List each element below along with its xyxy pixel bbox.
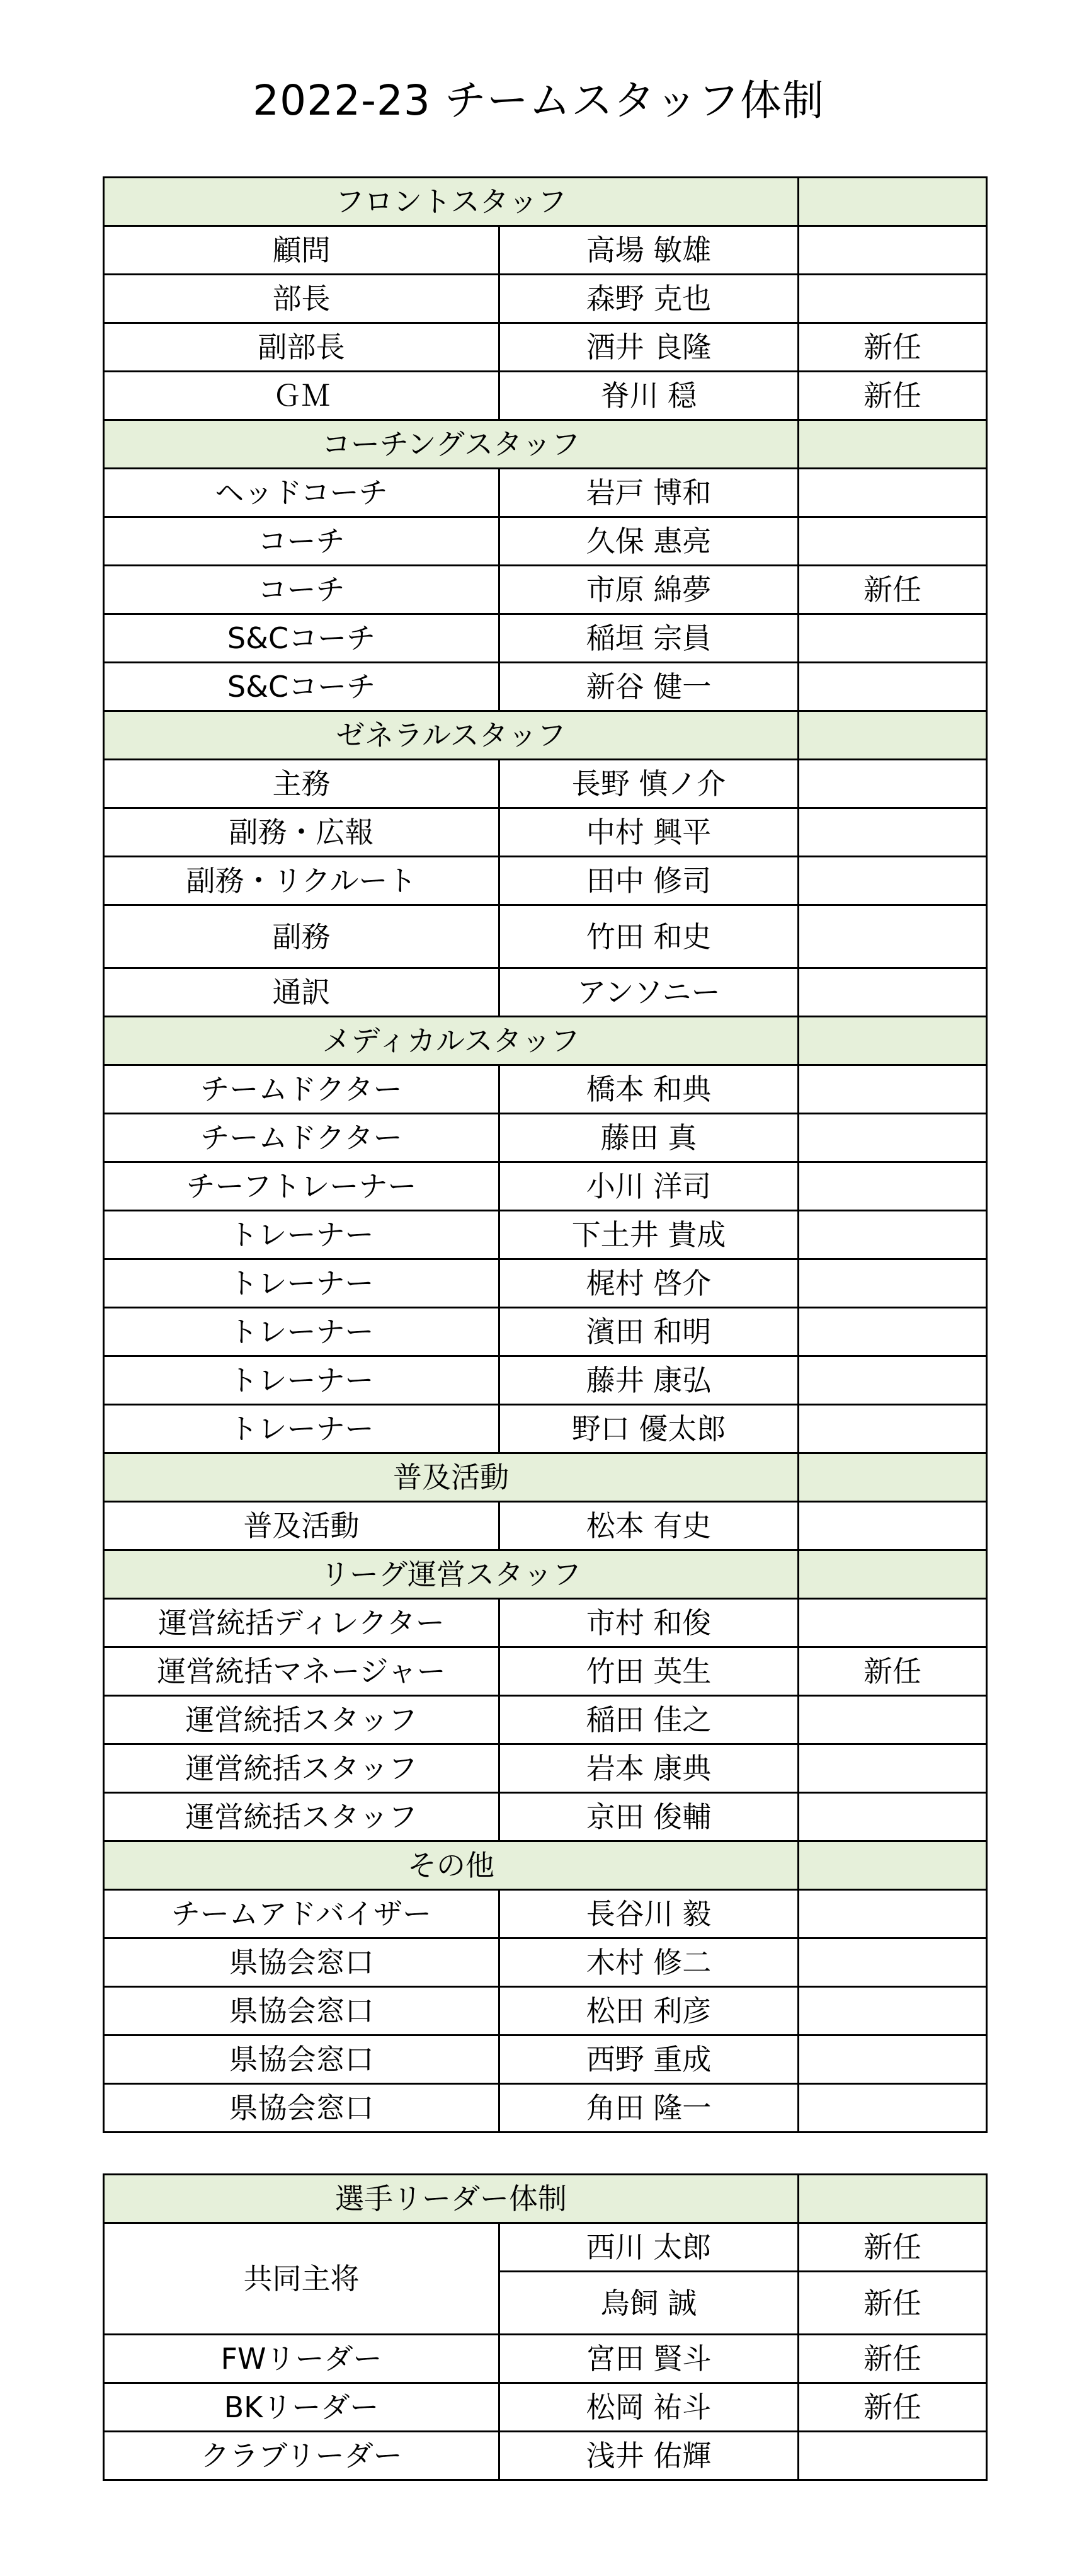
name-cell: 久保 惠亮 <box>499 517 799 566</box>
staff-row <box>104 1696 987 1744</box>
role-cell: クラブリーダー <box>104 2432 499 2480</box>
note-cell <box>799 968 987 1017</box>
name-cell: 長野 慎ノ介 <box>499 760 799 808</box>
name-cell: 鳥飼 誠 <box>499 2272 799 2335</box>
role-cell: トレーナー <box>104 1259 499 1308</box>
staff-row <box>104 226 987 275</box>
name-cell: 藤田 真 <box>499 1114 799 1162</box>
note-cell <box>799 1259 987 1308</box>
role-cell: トレーナー <box>104 1211 499 1259</box>
note-cell <box>799 2035 987 2084</box>
role-cell: チームドクター <box>104 1065 499 1114</box>
name-cell: 中村 興平 <box>499 808 799 857</box>
section-heading: コーチングスタッフ <box>104 420 799 469</box>
staff-row <box>104 1793 987 1841</box>
staff-table <box>103 176 988 2133</box>
section-header-row <box>104 1017 987 1065</box>
section-heading: フロントスタッフ <box>104 178 799 226</box>
staff-row <box>104 1744 987 1793</box>
name-cell: 京田 俊輔 <box>499 1793 799 1841</box>
note-cell: 新任 <box>799 372 987 420</box>
name-cell: 宮田 賢斗 <box>499 2335 799 2383</box>
section-heading-note-cell <box>799 711 987 760</box>
section-header-row <box>104 711 987 760</box>
name-cell: 森野 克也 <box>499 275 799 323</box>
staff-row <box>104 275 987 323</box>
note-cell <box>799 1938 987 1987</box>
leader-table <box>103 2173 988 2481</box>
note-cell <box>799 1211 987 1259</box>
staff-row <box>104 372 987 420</box>
section-header-row <box>104 1841 987 1890</box>
note-cell <box>799 517 987 566</box>
name-cell: 稲垣 宗員 <box>499 614 799 663</box>
staff-row <box>104 2084 987 2132</box>
section-heading: ゼネラルスタッフ <box>104 711 799 760</box>
name-cell: 角田 隆一 <box>499 2084 799 2132</box>
note-cell <box>799 808 987 857</box>
role-cell: コーチ <box>104 517 499 566</box>
name-cell: 小川 洋司 <box>499 1162 799 1211</box>
staff-row <box>104 760 987 808</box>
name-cell: 野口 優太郎 <box>499 1405 799 1453</box>
note-cell: 新任 <box>799 2335 987 2383</box>
role-cell: トレーナー <box>104 1405 499 1453</box>
name-cell: 松本 有史 <box>499 1502 799 1550</box>
note-cell <box>799 1793 987 1841</box>
note-cell <box>799 1599 987 1647</box>
staff-row <box>104 614 987 663</box>
staff-row <box>104 663 987 711</box>
section-heading: 選手リーダー体制 <box>104 2175 799 2223</box>
section-heading: メディカルスタッフ <box>104 1017 799 1065</box>
role-cell: ＧＭ <box>104 372 499 420</box>
role-cell: チームアドバイザー <box>104 1890 499 1938</box>
staff-row <box>104 1114 987 1162</box>
section-header-row <box>104 178 987 226</box>
role-cell: BKリーダー <box>104 2383 499 2432</box>
staff-row <box>104 517 987 566</box>
role-cell: 共同主将 <box>104 2223 499 2335</box>
staff-row <box>104 323 987 372</box>
name-cell: 竹田 英生 <box>499 1647 799 1696</box>
staff-row <box>104 2035 987 2084</box>
note-cell <box>799 226 987 275</box>
role-cell: 運営統括ディレクター <box>104 1599 499 1647</box>
note-cell <box>799 1308 987 1356</box>
staff-row <box>104 1405 987 1453</box>
name-cell: アンソニー <box>499 968 799 1017</box>
staff-row <box>104 1211 987 1259</box>
role-cell: 主務 <box>104 760 499 808</box>
note-cell <box>799 760 987 808</box>
staff-row <box>104 968 987 1017</box>
name-cell: 浅井 佑輝 <box>499 2432 799 2480</box>
staff-row <box>104 1890 987 1938</box>
note-cell: 新任 <box>799 1647 987 1696</box>
note-cell <box>799 2084 987 2132</box>
name-cell: 酒井 良隆 <box>499 323 799 372</box>
note-cell <box>799 2432 987 2480</box>
role-cell: S&Cコーチ <box>104 663 499 711</box>
section-header-row <box>104 420 987 469</box>
name-cell: 木村 修二 <box>499 1938 799 1987</box>
role-cell: 運営統括スタッフ <box>104 1793 499 1841</box>
section-heading: その他 <box>104 1841 799 1890</box>
section-heading-note-cell <box>799 178 987 226</box>
staff-row <box>104 1162 987 1211</box>
note-cell <box>799 1114 987 1162</box>
staff-row <box>104 905 987 968</box>
name-cell: 市村 和俊 <box>499 1599 799 1647</box>
staff-row <box>104 469 987 517</box>
staff-row <box>104 857 987 905</box>
role-cell: 普及活動 <box>104 1502 499 1550</box>
role-cell: ヘッドコーチ <box>104 469 499 517</box>
name-cell: 竹田 和史 <box>499 905 799 968</box>
note-cell <box>799 1987 987 2035</box>
note-cell <box>799 1744 987 1793</box>
name-cell: 岩本 康典 <box>499 1744 799 1793</box>
section-heading: リーグ運営スタッフ <box>104 1550 799 1599</box>
staff-row <box>104 1356 987 1405</box>
page-title: 2022-23 チームスタッフ体制 <box>253 76 824 125</box>
leader-row <box>104 2432 987 2480</box>
staff-row <box>104 1065 987 1114</box>
section-heading-note-cell <box>799 1550 987 1599</box>
role-cell: チーフトレーナー <box>104 1162 499 1211</box>
role-cell: 県協会窓口 <box>104 1938 499 1987</box>
staff-row <box>104 1259 987 1308</box>
note-cell <box>799 905 987 968</box>
name-cell: 長谷川 毅 <box>499 1890 799 1938</box>
name-cell: 市原 綿夢 <box>499 566 799 614</box>
name-cell: 濱田 和明 <box>499 1308 799 1356</box>
name-cell: 橋本 和典 <box>499 1065 799 1114</box>
note-cell: 新任 <box>799 566 987 614</box>
note-cell <box>799 1696 987 1744</box>
name-cell: 稲田 佳之 <box>499 1696 799 1744</box>
role-cell: 運営統括マネージャー <box>104 1647 499 1696</box>
note-cell <box>799 469 987 517</box>
staff-row <box>104 566 987 614</box>
name-cell: 梶村 啓介 <box>499 1259 799 1308</box>
staff-row <box>104 1647 987 1696</box>
name-cell: 高場 敏雄 <box>499 226 799 275</box>
role-cell: 部長 <box>104 275 499 323</box>
name-cell: 松田 利彦 <box>499 1987 799 2035</box>
section-header-row <box>104 1453 987 1502</box>
note-cell <box>799 1065 987 1114</box>
role-cell: 副部長 <box>104 323 499 372</box>
role-cell: トレーナー <box>104 1356 499 1405</box>
note-cell <box>799 663 987 711</box>
role-cell: 副務 <box>104 905 499 968</box>
section-header-row <box>104 1550 987 1599</box>
role-cell: 運営統括スタッフ <box>104 1696 499 1744</box>
note-cell <box>799 857 987 905</box>
staff-row <box>104 1502 987 1550</box>
leader-row <box>104 2383 987 2432</box>
name-cell: 松岡 祐斗 <box>499 2383 799 2432</box>
role-cell: 県協会窓口 <box>104 1987 499 2035</box>
section-heading-note-cell <box>799 1017 987 1065</box>
section-heading: 普及活動 <box>104 1453 799 1502</box>
leader-row <box>104 2223 987 2272</box>
note-cell <box>799 1502 987 1550</box>
staff-row <box>104 1987 987 2035</box>
leader-row <box>104 2335 987 2383</box>
name-cell: 下土井 貴成 <box>499 1211 799 1259</box>
note-cell: 新任 <box>799 2383 987 2432</box>
note-cell: 新任 <box>799 323 987 372</box>
role-cell: 顧問 <box>104 226 499 275</box>
role-cell: トレーナー <box>104 1308 499 1356</box>
role-cell: 運営統括スタッフ <box>104 1744 499 1793</box>
note-cell <box>799 1405 987 1453</box>
role-cell: 県協会窓口 <box>104 2084 499 2132</box>
name-cell: 藤井 康弘 <box>499 1356 799 1405</box>
section-heading-note-cell <box>799 2175 987 2223</box>
section-header-row <box>104 2175 987 2223</box>
staff-row <box>104 1308 987 1356</box>
name-cell: 脊川 穏 <box>499 372 799 420</box>
staff-row <box>104 808 987 857</box>
section-heading-note-cell <box>799 420 987 469</box>
role-cell: 副務・リクルート <box>104 857 499 905</box>
section-heading-note-cell <box>799 1453 987 1502</box>
note-cell <box>799 1356 987 1405</box>
note-cell <box>799 275 987 323</box>
role-cell: 副務・広報 <box>104 808 499 857</box>
role-cell: FWリーダー <box>104 2335 499 2383</box>
name-cell: 西川 太郎 <box>499 2223 799 2272</box>
name-cell: 新谷 健一 <box>499 663 799 711</box>
staff-row <box>104 1599 987 1647</box>
role-cell: 通訳 <box>104 968 499 1017</box>
note-cell <box>799 1162 987 1211</box>
section-heading-note-cell <box>799 1841 987 1890</box>
name-cell: 西野 重成 <box>499 2035 799 2084</box>
role-cell: S&Cコーチ <box>104 614 499 663</box>
note-cell <box>799 1890 987 1938</box>
note-cell <box>799 614 987 663</box>
staff-row <box>104 1938 987 1987</box>
name-cell: 岩戸 博和 <box>499 469 799 517</box>
role-cell: コーチ <box>104 566 499 614</box>
note-cell: 新任 <box>799 2223 987 2272</box>
note-cell: 新任 <box>799 2272 987 2335</box>
role-cell: チームドクター <box>104 1114 499 1162</box>
name-cell: 田中 修司 <box>499 857 799 905</box>
role-cell: 県協会窓口 <box>104 2035 499 2084</box>
